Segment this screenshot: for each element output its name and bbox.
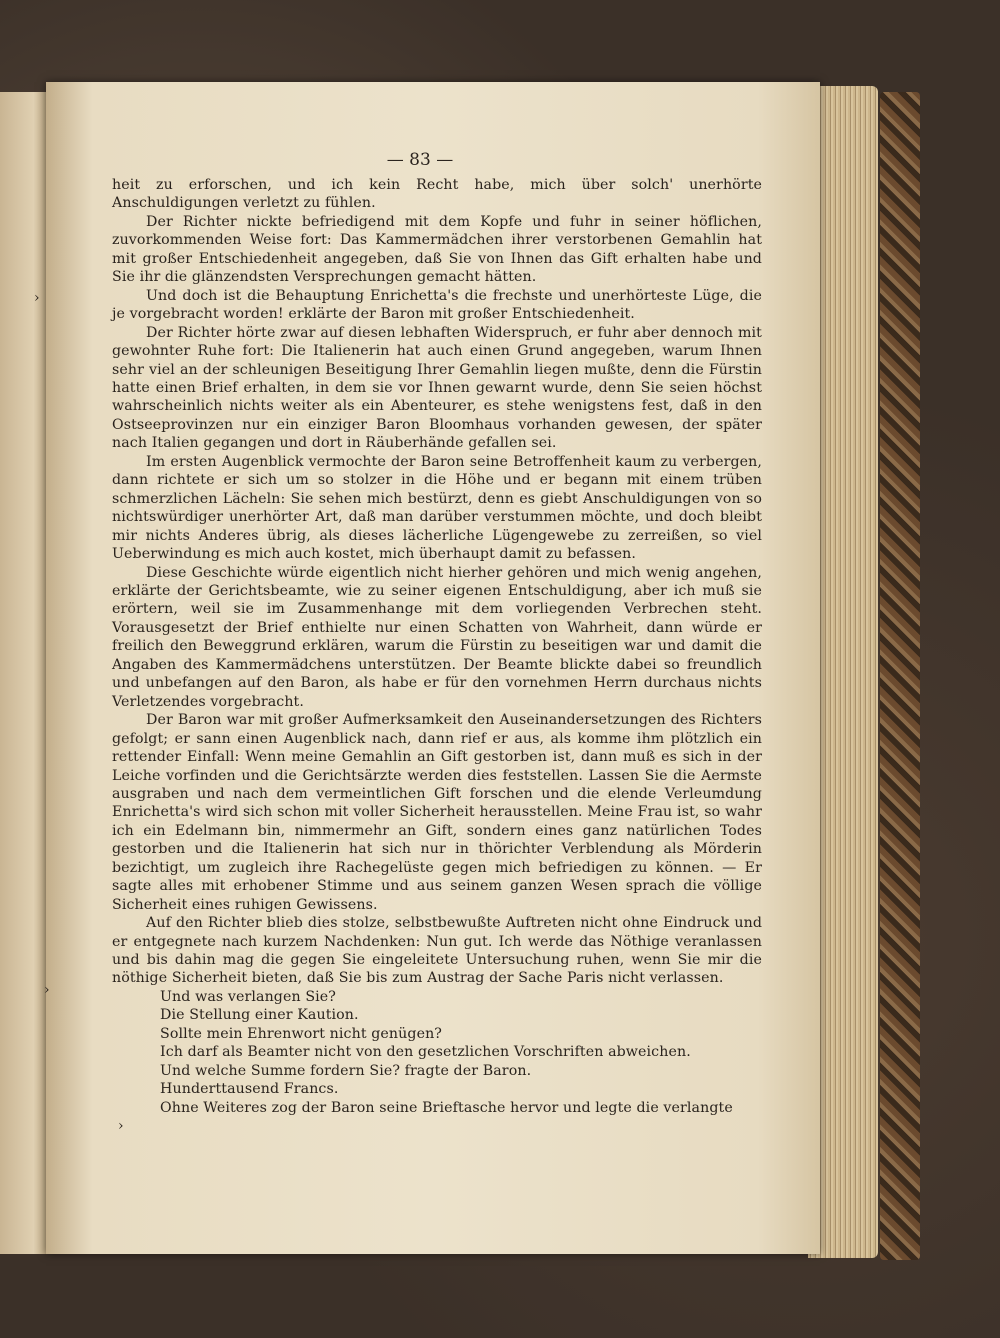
paragraph: Der Baron war mit großer Aufmerksamkeit den Auseinandersetzungen des Richters gefolgt; er sann einen Augenblick nach, dann rief er aus, als komme ihm plötzlich ein rettender Einfall: Wenn meine Gemahlin an Gift gestorben ist, dann muß es sich in der Leiche vorfinden und die Gerichtsärzte werden dies feststellen. Lassen Sie die Aermste ausgraben und nach dem vermeintlichen Gift forschen und die elende Verleumdung Enrichetta's wird sich schon mit voller Sicherheit herausstellen. Meine Frau ist, so wahr ich ein Edelmann bin, nimmermehr an Gift, sondern eines ganz natürlichen Todes gestorben und die Italienerin hat sich nur in thörichter Verblendung als Mörderin bezichtigt, um zugleich ihre Rachegelüste gegen mich befriedigen zu können. — Er sagte alles mit erhobener Stimme und aus seinem ganzen Wesen sprach die völlige Sicherheit eines ruhigen Gewissens.: [112, 712, 762, 913]
paragraph: Und doch ist die Behauptung Enrichetta's die frechste und unerhörteste Lüge, die je vorgebracht worden! erklärte der Baron mit großer Entschiedenheit.: [112, 287, 762, 323]
margin-mark: ›: [44, 982, 50, 998]
paragraph: Ohne Weiteres zog der Baron seine Brieftasche hervor und legte die verlangte: [160, 1099, 733, 1116]
paragraph: Und welche Summe fordern Sie? fragte der Baron.: [160, 1062, 532, 1079]
paragraph: Die Stellung einer Kaution.: [160, 1007, 359, 1024]
paragraph: Im ersten Augenblick vermochte der Baron seine Betroffenheit kaum zu verbergen, dann richtete er sich um so stolzer in die Höhe und er begann mit einem trüben schmerzlichen Lächeln: Sie sehen mich bestürzt, denn es giebt Anschuldigungen von so nichtswürdiger unerhörter Art, daß man darüber verstummen möchte, und doch bleibt mir nichts Anderes übrig, als dieses lächerliche Lügengewebe zu zerreißen, so viel Ueberwindung es mich auch kostet, mich überhaupt damit zu befassen.: [112, 453, 762, 563]
paragraph: Ich darf als Beamter nicht von den gesetzlichen Vorschriften abweichen.: [160, 1044, 691, 1061]
left-page: [0, 92, 48, 1254]
paragraph: Der Richter hörte zwar auf diesen lebhaften Widerspruch, er fuhr aber dennoch mit gewohnter Ruhe fort: Die Italienerin hat auch einen Grund angegeben, warum Ihnen sehr viel an der schleunigen Beseitigung Ihrer Gemahlin liegen mußte, denn die Fürstin hatte einen Brief erhalten, in dem sie vor Ihnen gewarnt wurde, denn Sie seien höchst wahrscheinlich nichts weiter als ein Abenteurer, es stehe wenigstens fest, daß in den Ostseeprovinzen nur ein einziger Baron Bloomhaus vorhanden gewesen, der später nach Italien gegangen und dort in Räuberhände gefallen sei.: [112, 324, 762, 452]
margin-mark: ›: [34, 290, 40, 306]
paragraph: heit zu erforschen, und ich kein Recht habe, mich über solch' unerhörte Anschuldigungen verletzt zu fühlen.: [112, 177, 762, 212]
paragraph: Und was verlangen Sie?: [160, 988, 336, 1005]
paragraph: Der Richter nickte befriedigend mit dem Kopfe und fuhr in seiner höflichen, zuvorkommenden Weise fort: Das Kammermädchen ihrer verstorbenen Gemahlin hat mit großer Entschiedenheit angegeben, daß Sie von Ihnen das Gift erhalten habe und Sie ihr die glänzendsten Versprechungen gemacht hätten.: [112, 213, 762, 286]
paragraph: Sollte mein Ehrenwort nicht genügen?: [160, 1025, 443, 1042]
margin-mark: ›: [118, 1118, 124, 1134]
paragraph: Auf den Richter blieb dies stolze, selbstbewußte Auftreten nicht ohne Eindruck und er entgegnete nach kurzem Nachdenken: Nun gut. Ich werde das Nöthige veranlassen und bis dahin mag die gegen Sie eingeleitete Untersuchung ruhen, wenn Sie mir die nöthige Sicherheit bieten, daß Sie bis zum Austrag der Sache Paris nicht verlassen.: [112, 915, 762, 987]
paragraph: Diese Geschichte würde eigentlich nicht hierher gehören und mich wenig angehen, erklärte der Gerichtsbeamte, wie zu seiner eigenen Entschuldigung, aber ich muß sie erörtern, weil sie im Zusammenhange mit dem vorliegenden Verbrechen steht. Vorausgesetzt der Brief enthielte nur einen Schatten von Wahrheit, dann würde er freilich den Beweggrund erklären, warum die Fürstin zu beseitigen war und damit die Angaben des Kammermädchens unterstützen. Der Beamte blickte dabei so freundlich und unbefangen auf den Baron, als habe er für den vornehmen Herrn durchaus nichts Verletzendes vorgebracht.: [112, 564, 762, 710]
text-body: [112, 176, 762, 1117]
paragraph: Hunderttausend Francs.: [160, 1081, 339, 1098]
book-cover-edge: [880, 92, 920, 1260]
page-number: — 83 —: [386, 150, 454, 170]
